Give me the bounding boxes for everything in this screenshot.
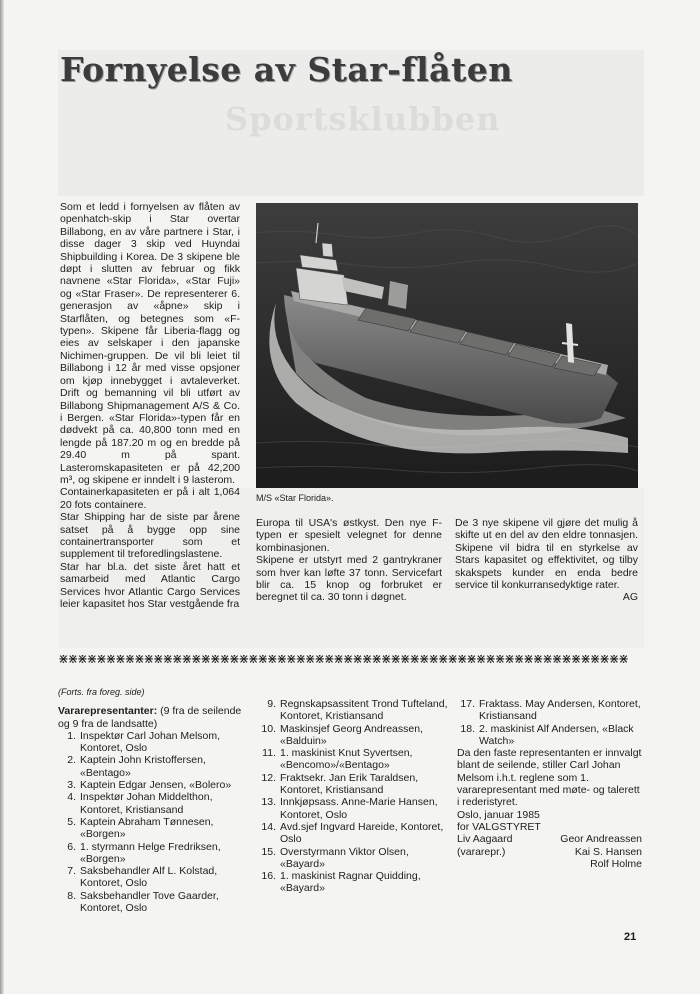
article-column-1 [60, 201, 240, 610]
list-number: 13. [261, 796, 276, 809]
signer-name: Geor Andreassen [560, 833, 642, 846]
list-text: 2. maskinist Alf Andersen, «Black Watch» [479, 722, 634, 747]
list-text: Fraktass. May Andersen, Kontoret, Kristiansand [479, 698, 641, 723]
list-number: 1. [67, 729, 76, 742]
signers-row [457, 833, 642, 845]
article-title: Fornyelse av Star-flåten [60, 50, 513, 89]
ship-photo-illustration [256, 203, 638, 488]
list-intro [58, 705, 253, 730]
list-number: 5. [67, 815, 76, 828]
list-heading: Vararepresentanter: [58, 705, 158, 718]
list-column-2 [258, 698, 448, 895]
list-number: 10. [261, 722, 276, 735]
article-paragraph: Containerkapasiteten er på i alt 1,064 20 fots containere. [60, 486, 240, 511]
list-item [258, 821, 448, 846]
list-text: Saksbehandler Tove Gaarder, Kontoret, Oslo [80, 889, 219, 915]
closing-paragraph: Da den faste representanten er innvalgt blant de seilende, stiller Carl Johan Melsom i.h.t. reglene som 1. vararepresentant med møte- og talerett i rederistyret. [457, 747, 642, 809]
list-number: 4. [67, 791, 76, 804]
list-text: Maskinsjef Georg Andreassen, «Balduin» [280, 722, 423, 747]
place-date: Oslo, januar 1985 [457, 808, 540, 821]
list-number: 7. [67, 865, 76, 878]
list-column-3 [457, 698, 642, 870]
article-column-2 [256, 517, 442, 604]
signer-name: Liv Aagaard [457, 833, 513, 846]
list-item [258, 796, 448, 821]
list-number: 16. [261, 870, 276, 883]
list-item [58, 865, 253, 890]
article-paragraph: Europa til USA's østkyst. Den nye F-typen er spesielt velegnet for denne kombinasjonen. [256, 517, 442, 554]
list-item [58, 779, 253, 791]
list-heading-rest: (9 fra de seilende og 9 fra de landsatte) [58, 705, 242, 730]
decorative-divider: ⋇⋇⋇⋇⋇⋇⋇⋇⋇⋇⋇⋇⋇⋇⋇⋇⋇⋇⋇⋇⋇⋇⋇⋇⋇⋇⋇⋇⋇⋇⋇⋇⋇⋇⋇⋇⋇⋇⋇⋇⋇⋇⋇⋇⋇⋇⋇⋇⋇⋇⋇⋇⋇⋇⋇⋇⋇⋇⋇⋇ [58, 652, 628, 667]
list-column-1 [58, 686, 253, 914]
list-number: 18. [460, 722, 475, 735]
list-text: 1. styrmann Helge Fredriksen, «Borgen» [80, 840, 221, 865]
article-column-3 [455, 517, 638, 604]
list-text: Inspektør Johan Middelthon, Kontoret, Kristiansand [80, 791, 213, 816]
list-number: 12. [261, 771, 276, 784]
signer-note: (vararepr.) [457, 845, 506, 858]
list-number: 11. [262, 747, 276, 760]
list-item [58, 841, 253, 866]
list-text: Regnskapsassitent Trond Tufteland, Kontoret, Kristiansand [280, 698, 448, 723]
signers-row [457, 846, 642, 858]
list-number: 8. [67, 889, 76, 902]
signer-name: Kai S. Hansen [574, 845, 642, 858]
list-item [258, 747, 448, 772]
list-item [258, 698, 448, 723]
list-item [58, 791, 253, 816]
list-text: 1. maskinist Ragnar Quidding, «Bayard» [280, 870, 421, 895]
list-item [258, 772, 448, 797]
list-item [58, 754, 253, 779]
ship-photo [256, 203, 638, 488]
board-line: for VALGSTYRET [457, 820, 541, 833]
article-paragraph: Skipene er utstyrt med 2 gantrykraner som hver kan løfte 37 tonn. Servicefart blir ca. 15 knop og forbruket er beregnet til ca. 30 tonn i døgnet. [256, 554, 442, 604]
list-item [457, 698, 642, 723]
page-number: 21 [624, 931, 637, 943]
list-number: 2. [67, 754, 76, 767]
list-text: Kaptein Abraham Tønnesen, «Borgen» [80, 815, 214, 841]
signer-name: Rolf Holme [590, 857, 642, 870]
list-text: Overstyrmann Viktor Olsen, «Bayard» [280, 845, 409, 870]
show-through-heading: Sportsklubben [225, 100, 501, 138]
list-item [258, 723, 448, 748]
list-text: Inspektør Carl Johan Melsom, Kontoret, Oslo [80, 729, 221, 755]
list-text: Kaptein Edgar Jensen, «Bolero» [80, 779, 232, 792]
article-paragraph: Star Shipping har de siste par årene satset på å bygge opp sine containertransporter som et supplement til treforedlingslastene. [60, 511, 240, 561]
list-text: Kaptein John Kristoffersen, «Bentago» [80, 754, 206, 779]
page-edge-shadow [0, 0, 4, 994]
list-text: Saksbehandler Alf L. Kolstad, Kontoret, Oslo [80, 865, 218, 890]
list-text: Fraktsekr. Jan Erik Taraldsen, Kontoret, Kristiansand [280, 771, 419, 797]
article-paragraph: De 3 nye skipene vil gjøre det mulig å skifte ut en del av den eldre tonnasjen. Skipene vil bidra til en styrkelse av Stars kapasitet og effektivitet, og tilby skakspets kunder en enda bedre service til konkurransedyktige rater. [455, 517, 638, 592]
list-number: 9. [267, 698, 276, 710]
list-text: 1. maskinist Knut Syvertsen, «Bencomo»/«Bentago» [280, 747, 413, 772]
list-item [58, 890, 253, 915]
list-item [258, 846, 448, 871]
signers-row [457, 858, 642, 870]
article-signature: AG [622, 591, 638, 604]
list-number: 15. [261, 845, 276, 858]
article-paragraph: Star har bl.a. det siste året hatt et samarbeid med Atlantic Cargo Services hvor Atlantic Cargo Services leier kapasitet hos Star vestgående fra [60, 560, 240, 610]
list-number: 3. [67, 779, 76, 792]
photo-caption: M/S «Star Florida». [256, 493, 334, 503]
list-item [58, 816, 253, 841]
list-number: 6. [67, 840, 76, 853]
continued-note: (Forts. fra foreg. side) [58, 687, 145, 697]
article-paragraph: Som et ledd i fornyelsen av flåten av openhatch-skip i Star overtar Billabong, en av våre partnere i Star, i disse dager 3 skip ved Huyndai Shipbuilding i Korea. De 3 skipene ble døpt i slutten av februar og fikk navnene «Star Florida», «Star Fuji» og «Star Fraser». De representerer 6. generasjon av «åpne» skip i Starflåten, og betegnes som «F-typen». Skipene får Liberia-flagg og eies av selskaper i den japanske Nichimen-gruppen. De vil bli leiet til Billabong i 12 år med visse opsjoner om kjøp innebygget i avtaleverket. Drift og bemanning vil bli utført av Billabong Shipmanagement A/S & Co. i Bergen. «Star Florida»-typen får en dødvekt på ca. 40,800 tonn med en lengde på 187.20 m og en bredde på 29.40 m på spant. Lasteromskapasiteten er på 42,200 m³, og skipene er inndelt i 9 lasterom. [60, 201, 240, 486]
list-text: Avd.sjef Ingvard Hareide, Kontoret, Oslo [280, 820, 444, 846]
list-item [258, 870, 448, 895]
list-text: Innkjøpsass. Anne-Marie Hansen, Kontoret, Oslo [280, 796, 438, 821]
list-item [457, 723, 642, 748]
list-number: 14. [261, 820, 276, 833]
list-number: 17. [460, 698, 475, 710]
list-item [58, 730, 253, 755]
